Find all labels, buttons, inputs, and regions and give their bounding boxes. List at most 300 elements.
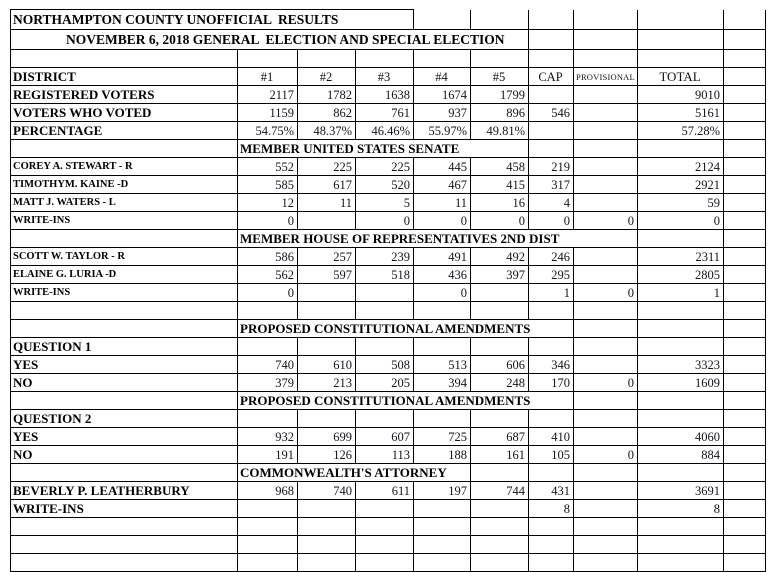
empty-cell — [11, 302, 238, 320]
value-cell: 445 — [414, 158, 471, 176]
value-cell — [298, 212, 356, 230]
value-cell: 246 — [529, 248, 574, 266]
value-cell: 2805 — [638, 266, 724, 284]
value-cell — [356, 284, 414, 302]
results-grid — [10, 9, 766, 572]
value-cell — [356, 500, 414, 518]
empty-cell — [724, 30, 766, 50]
table-row — [11, 140, 766, 158]
table-row — [11, 410, 766, 428]
value-cell — [574, 266, 638, 284]
table-row — [11, 518, 766, 536]
value-cell — [471, 500, 529, 518]
value-cell — [414, 500, 471, 518]
section-header: PROPOSED CONSTITUTIONAL AMENDMENTS — [238, 392, 574, 410]
table-row — [11, 284, 766, 302]
value-cell: 9010 — [638, 86, 724, 104]
value-cell: 610 — [298, 356, 356, 374]
empty-cell — [724, 248, 766, 266]
empty-cell — [574, 392, 638, 410]
value-cell: 699 — [298, 428, 356, 446]
table-row — [11, 194, 766, 212]
table-row — [11, 464, 766, 482]
value-cell: 0 — [238, 212, 298, 230]
value-cell: 16 — [471, 194, 529, 212]
empty-cell — [238, 536, 298, 554]
empty-cell — [11, 554, 238, 572]
value-cell: 48.37% — [298, 122, 356, 140]
table-row — [11, 302, 766, 320]
value-cell: 740 — [298, 482, 356, 500]
value-cell: 467 — [414, 176, 471, 194]
value-cell: 0 — [574, 374, 638, 392]
value-cell: 436 — [414, 266, 471, 284]
value-cell: 518 — [356, 266, 414, 284]
empty-cell — [471, 302, 529, 320]
value-cell — [574, 104, 638, 122]
value-cell: 0 — [638, 212, 724, 230]
value-cell — [638, 410, 724, 428]
value-cell: 397 — [471, 266, 529, 284]
empty-cell — [724, 266, 766, 284]
value-cell: 11 — [298, 194, 356, 212]
empty-cell — [724, 320, 766, 338]
value-cell: 225 — [298, 158, 356, 176]
row-label: WRITE-INS — [11, 212, 238, 230]
empty-cell — [724, 410, 766, 428]
empty-cell — [529, 30, 574, 50]
value-cell: 5 — [356, 194, 414, 212]
value-cell — [529, 122, 574, 140]
empty-cell — [724, 374, 766, 392]
empty-cell — [574, 536, 638, 554]
value-cell — [238, 410, 298, 428]
table-row — [11, 176, 766, 194]
empty-cell — [529, 518, 574, 536]
empty-cell — [11, 50, 238, 68]
row-label: QUESTION 2 — [11, 410, 238, 428]
value-cell — [414, 338, 471, 356]
empty-cell — [638, 50, 724, 68]
empty-cell — [298, 554, 356, 572]
empty-cell — [724, 284, 766, 302]
value-cell: 617 — [298, 176, 356, 194]
value-cell — [414, 410, 471, 428]
empty-cell — [529, 536, 574, 554]
value-cell: 410 — [529, 428, 574, 446]
empty-cell — [356, 554, 414, 572]
empty-cell — [356, 302, 414, 320]
value-cell: 0 — [238, 284, 298, 302]
empty-cell — [414, 50, 471, 68]
empty-cell — [11, 536, 238, 554]
value-cell: 4060 — [638, 428, 724, 446]
value-cell: 257 — [298, 248, 356, 266]
value-cell: 1609 — [638, 374, 724, 392]
column-header-CAP: CAP — [529, 68, 574, 86]
empty-cell — [724, 428, 766, 446]
table-row — [11, 266, 766, 284]
row-label: WRITE-INS — [11, 500, 238, 518]
value-cell: 5161 — [638, 104, 724, 122]
table-row — [11, 392, 766, 410]
value-cell: 0 — [574, 284, 638, 302]
value-cell: 394 — [414, 374, 471, 392]
table-row — [11, 86, 766, 104]
value-cell: 585 — [238, 176, 298, 194]
empty-cell — [724, 482, 766, 500]
value-cell: 2124 — [638, 158, 724, 176]
empty-cell — [638, 554, 724, 572]
value-cell: 161 — [471, 446, 529, 464]
row-label: WRITE-INS — [11, 284, 238, 302]
empty-cell — [11, 392, 238, 410]
column-header-num2: #2 — [298, 68, 356, 86]
value-cell — [356, 410, 414, 428]
value-cell: 932 — [238, 428, 298, 446]
empty-cell — [471, 554, 529, 572]
empty-cell — [574, 30, 638, 50]
column-header-num5: #5 — [471, 68, 529, 86]
table-row — [11, 30, 766, 50]
value-cell — [471, 338, 529, 356]
empty-cell — [724, 554, 766, 572]
value-cell — [298, 338, 356, 356]
table-row — [11, 554, 766, 572]
section-header: COMMONWEALTH'S ATTORNEY — [238, 464, 471, 482]
table-row — [11, 104, 766, 122]
empty-cell — [638, 320, 724, 338]
value-cell: 492 — [471, 248, 529, 266]
value-cell — [298, 410, 356, 428]
empty-cell — [724, 68, 766, 86]
table-row — [11, 50, 766, 68]
value-cell: 0 — [574, 212, 638, 230]
column-header-num4: #4 — [414, 68, 471, 86]
value-cell — [574, 410, 638, 428]
empty-cell — [574, 302, 638, 320]
empty-cell — [529, 10, 574, 30]
value-cell — [574, 176, 638, 194]
value-cell: 1782 — [298, 86, 356, 104]
column-header-TOTAL: TOTAL — [638, 68, 724, 86]
value-cell: 8 — [638, 500, 724, 518]
value-cell: 113 — [356, 446, 414, 464]
value-cell — [529, 86, 574, 104]
empty-cell — [724, 392, 766, 410]
empty-cell — [529, 554, 574, 572]
section-header: MEMBER HOUSE OF REPRESENTATIVES 2ND DIST — [238, 230, 638, 248]
empty-cell — [471, 10, 529, 30]
table-row — [11, 68, 766, 86]
value-cell: 46.46% — [356, 122, 414, 140]
value-cell: 170 — [529, 374, 574, 392]
column-header-num3: #3 — [356, 68, 414, 86]
value-cell: 0 — [414, 284, 471, 302]
value-cell — [574, 338, 638, 356]
value-cell — [238, 500, 298, 518]
row-label: BEVERLY P. LEATHERBURY — [11, 482, 238, 500]
value-cell — [529, 410, 574, 428]
empty-cell — [724, 446, 766, 464]
empty-cell — [724, 518, 766, 536]
empty-cell — [638, 230, 724, 248]
empty-cell — [529, 464, 574, 482]
value-cell: 379 — [238, 374, 298, 392]
empty-cell — [724, 500, 766, 518]
row-label: QUESTION 1 — [11, 338, 238, 356]
empty-cell — [529, 302, 574, 320]
value-cell: 49.81% — [471, 122, 529, 140]
empty-cell — [724, 194, 766, 212]
empty-cell — [574, 518, 638, 536]
value-cell: 57.28% — [638, 122, 724, 140]
district-header-cell: DISTRICT — [11, 68, 238, 86]
value-cell: 611 — [356, 482, 414, 500]
row-label: ELAINE G. LURIA -D — [11, 266, 238, 284]
row-label: COREY A. STEWART - R — [11, 158, 238, 176]
empty-cell — [638, 518, 724, 536]
empty-cell — [414, 10, 471, 30]
value-cell: 191 — [238, 446, 298, 464]
value-cell: 59 — [638, 194, 724, 212]
row-label: SCOTT W. TAYLOR - R — [11, 248, 238, 266]
value-cell: 213 — [298, 374, 356, 392]
value-cell: 295 — [529, 266, 574, 284]
empty-cell — [724, 536, 766, 554]
empty-cell — [298, 302, 356, 320]
value-cell: 740 — [238, 356, 298, 374]
value-cell: 54.75% — [238, 122, 298, 140]
table-row — [11, 158, 766, 176]
empty-cell — [298, 518, 356, 536]
value-cell: 12 — [238, 194, 298, 212]
empty-cell — [414, 518, 471, 536]
empty-cell — [414, 536, 471, 554]
value-cell — [574, 428, 638, 446]
value-cell: 0 — [529, 212, 574, 230]
value-cell — [356, 338, 414, 356]
section-header: MEMBER UNITED STATES SENATE — [238, 140, 529, 158]
empty-cell — [724, 158, 766, 176]
value-cell — [574, 158, 638, 176]
value-cell: 1638 — [356, 86, 414, 104]
empty-cell — [11, 518, 238, 536]
value-cell: 0 — [356, 212, 414, 230]
empty-cell — [724, 140, 766, 158]
table-row — [11, 356, 766, 374]
empty-cell — [724, 104, 766, 122]
value-cell: 415 — [471, 176, 529, 194]
value-cell: 2921 — [638, 176, 724, 194]
empty-cell — [638, 302, 724, 320]
value-cell: 546 — [529, 104, 574, 122]
empty-cell — [574, 554, 638, 572]
value-cell: 2311 — [638, 248, 724, 266]
empty-cell — [471, 50, 529, 68]
empty-cell — [724, 212, 766, 230]
empty-cell — [638, 10, 724, 30]
empty-cell — [574, 464, 638, 482]
value-cell: 725 — [414, 428, 471, 446]
table-row — [11, 248, 766, 266]
empty-cell — [724, 338, 766, 356]
table-row — [11, 374, 766, 392]
empty-cell — [471, 518, 529, 536]
value-cell: 225 — [356, 158, 414, 176]
value-cell: 1 — [638, 284, 724, 302]
value-cell: 491 — [414, 248, 471, 266]
value-cell: 1799 — [471, 86, 529, 104]
empty-cell — [11, 230, 238, 248]
value-cell: 431 — [529, 482, 574, 500]
value-cell: 55.97% — [414, 122, 471, 140]
empty-cell — [11, 140, 238, 158]
value-cell: 862 — [298, 104, 356, 122]
value-cell: 606 — [471, 356, 529, 374]
empty-cell — [298, 50, 356, 68]
value-cell: 1159 — [238, 104, 298, 122]
column-header-num1: #1 — [238, 68, 298, 86]
value-cell: 937 — [414, 104, 471, 122]
row-label: TIMOTHYM. KAINE -D — [11, 176, 238, 194]
empty-cell — [238, 302, 298, 320]
results-sheet — [10, 9, 766, 572]
value-cell: 586 — [238, 248, 298, 266]
value-cell: 0 — [414, 212, 471, 230]
value-cell: 188 — [414, 446, 471, 464]
value-cell — [298, 284, 356, 302]
value-cell: 126 — [298, 446, 356, 464]
empty-cell — [238, 50, 298, 68]
empty-cell — [574, 50, 638, 68]
value-cell: 458 — [471, 158, 529, 176]
empty-cell — [724, 86, 766, 104]
row-label: NO — [11, 374, 238, 392]
value-cell: 248 — [471, 374, 529, 392]
value-cell: 562 — [238, 266, 298, 284]
value-cell: 520 — [356, 176, 414, 194]
value-cell: 761 — [356, 104, 414, 122]
value-cell: 239 — [356, 248, 414, 266]
empty-cell — [724, 356, 766, 374]
value-cell — [471, 410, 529, 428]
value-cell: 552 — [238, 158, 298, 176]
value-cell: 0 — [574, 446, 638, 464]
value-cell: 1674 — [414, 86, 471, 104]
empty-cell — [356, 518, 414, 536]
table-row — [11, 500, 766, 518]
table-row — [11, 320, 766, 338]
empty-cell — [529, 140, 574, 158]
empty-cell — [414, 554, 471, 572]
empty-cell — [724, 464, 766, 482]
empty-cell — [574, 10, 638, 30]
value-cell: 744 — [471, 482, 529, 500]
value-cell — [574, 248, 638, 266]
empty-cell — [724, 122, 766, 140]
value-cell — [529, 338, 574, 356]
value-cell: 1 — [529, 284, 574, 302]
value-cell: 219 — [529, 158, 574, 176]
value-cell — [574, 500, 638, 518]
table-row — [11, 446, 766, 464]
value-cell: 346 — [529, 356, 574, 374]
value-cell: 508 — [356, 356, 414, 374]
row-label: REGISTERED VOTERS — [11, 86, 238, 104]
row-label: MATT J. WATERS - L — [11, 194, 238, 212]
empty-cell — [356, 536, 414, 554]
table-row — [11, 10, 766, 30]
value-cell: 3691 — [638, 482, 724, 500]
table-row — [11, 212, 766, 230]
value-cell — [574, 482, 638, 500]
row-label: VOTERS WHO VOTED — [11, 104, 238, 122]
column-header-PROVISIONAL: PROVISIONAL — [574, 68, 638, 86]
empty-cell — [11, 464, 238, 482]
empty-cell — [298, 536, 356, 554]
value-cell: 597 — [298, 266, 356, 284]
value-cell — [574, 122, 638, 140]
empty-cell — [724, 302, 766, 320]
value-cell — [574, 86, 638, 104]
row-label: PERCENTAGE — [11, 122, 238, 140]
value-cell: 2117 — [238, 86, 298, 104]
table-row — [11, 122, 766, 140]
empty-cell — [638, 536, 724, 554]
empty-cell — [638, 140, 724, 158]
value-cell: 3323 — [638, 356, 724, 374]
value-cell: 105 — [529, 446, 574, 464]
empty-cell — [414, 302, 471, 320]
value-cell: 607 — [356, 428, 414, 446]
section-header: PROPOSED CONSTITUTIONAL AMENDMENTS — [238, 320, 574, 338]
table-row — [11, 428, 766, 446]
empty-cell — [724, 50, 766, 68]
value-cell: 0 — [471, 212, 529, 230]
report-title: NORTHAMPTON COUNTY UNOFFICIAL RESULTS — [11, 10, 414, 30]
value-cell: 968 — [238, 482, 298, 500]
row-label: YES — [11, 428, 238, 446]
table-row — [11, 482, 766, 500]
empty-cell — [238, 518, 298, 536]
row-label: NO — [11, 446, 238, 464]
value-cell: 11 — [414, 194, 471, 212]
value-cell: 317 — [529, 176, 574, 194]
value-cell: 4 — [529, 194, 574, 212]
empty-cell — [724, 10, 766, 30]
empty-cell — [638, 464, 724, 482]
value-cell — [638, 338, 724, 356]
empty-cell — [471, 464, 529, 482]
empty-cell — [238, 554, 298, 572]
value-cell — [471, 284, 529, 302]
value-cell: 896 — [471, 104, 529, 122]
table-row — [11, 536, 766, 554]
row-label: YES — [11, 356, 238, 374]
empty-cell — [356, 50, 414, 68]
table-row — [11, 338, 766, 356]
table-row — [11, 230, 766, 248]
empty-cell — [529, 50, 574, 68]
value-cell — [298, 500, 356, 518]
value-cell: 8 — [529, 500, 574, 518]
value-cell — [238, 338, 298, 356]
value-cell — [574, 194, 638, 212]
value-cell: 205 — [356, 374, 414, 392]
value-cell: 513 — [414, 356, 471, 374]
report-subtitle: NOVEMBER 6, 2018 GENERAL ELECTION AND SPECIAL ELECTION — [11, 30, 529, 50]
